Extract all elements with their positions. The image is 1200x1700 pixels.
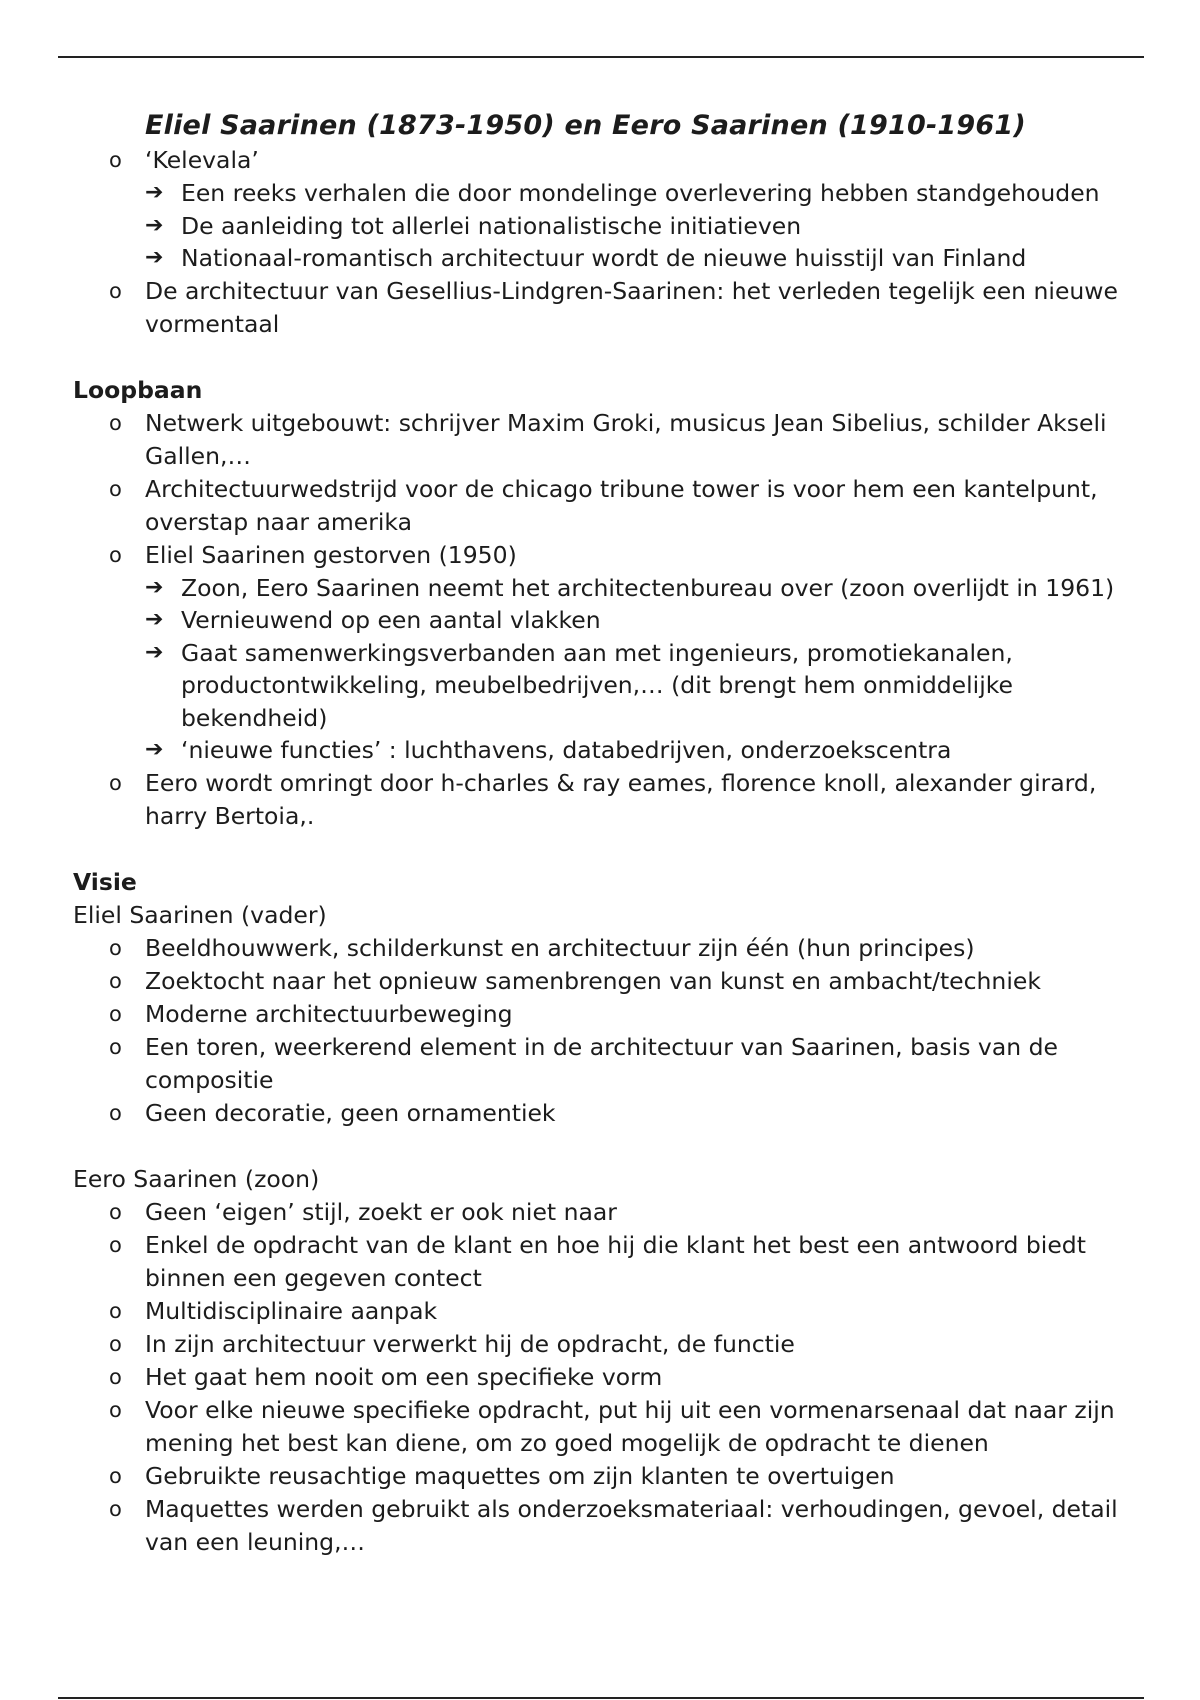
list-item-text: Multidisciplinaire aanpak	[145, 1296, 438, 1325]
list-item	[109, 1394, 1143, 1460]
list-item	[109, 1295, 1143, 1328]
vader-list	[73, 932, 1143, 1130]
sub-item-text: De aanleiding tot allerlei nationalistische initiatieven	[181, 211, 802, 240]
sub-list	[145, 177, 1143, 275]
arrow-icon: ➔	[145, 737, 164, 762]
bullet: o	[109, 1496, 122, 1521]
bullet: o	[109, 1331, 122, 1356]
list-item-text: Gebruikte reusachtige maquettes om zijn klanten te overtuigen	[145, 1461, 895, 1490]
subheading-vader: Eliel Saarinen (vader)	[73, 900, 327, 929]
bullet: o	[109, 770, 122, 795]
bullet: o	[109, 1298, 122, 1323]
sub-item-text: Zoon, Eero Saarinen neemt het architectenbureau over (zoon overlijdt in 1961)	[181, 573, 1115, 602]
subheading-zoon: Eero Saarinen (zoon)	[73, 1164, 320, 1193]
spacer	[73, 833, 1143, 866]
list-item	[109, 1097, 1143, 1130]
list-item	[109, 539, 1143, 767]
spacer	[73, 341, 1143, 374]
sub-item-text: Een reeks verhalen die door mondelinge overlevering hebben standgehouden	[181, 179, 1100, 207]
bullet: o	[109, 1232, 122, 1257]
bullet: o	[109, 148, 122, 172]
bullet: o	[109, 542, 122, 567]
bullet: o	[109, 1397, 122, 1422]
footer-rule	[58, 1697, 1144, 1699]
loopbaan-list	[73, 407, 1143, 833]
bullet: o	[109, 1463, 122, 1488]
list-item	[109, 407, 1143, 473]
list-item-text: Zoektocht naar het opnieuw samenbrengen van kunst en ambacht/techniek	[145, 966, 1041, 995]
list-item-text: Maquettes werden gebruikt als onderzoeksmateriaal: verhoudingen, gevoel, detail van een leuning,…	[145, 1494, 1118, 1556]
sub-item-text: Nationaal-romantisch architectuur wordt de nieuwe huisstijl van Finland	[181, 244, 1027, 272]
sub-item-text: Gaat samenwerkingsverbanden aan met ingenieurs, promotiekanalen, productontwikkeling, meubelbedrijven,… (dit brengt hem onmiddelijke bekendheid)	[181, 638, 1013, 732]
list-item	[109, 144, 1143, 275]
arrow-icon: ➔	[145, 639, 164, 665]
list-item-text: Het gaat hem nooit om een specifieke vorm	[145, 1362, 663, 1391]
section-heading-loopbaan: Loopbaan	[73, 375, 203, 404]
list-item-text: Architectuurwedstrijd voor de chicago tribune tower is voor hem een kantelpunt, overstap naar amerika	[145, 474, 1098, 536]
list-item	[109, 965, 1143, 998]
list-item-text: In zijn architectuur verwerkt hij de opdracht, de functie	[145, 1329, 795, 1358]
arrow-icon: ➔	[145, 245, 164, 270]
bullet: o	[109, 278, 122, 303]
list-item-text: Geen decoratie, geen ornamentiek	[145, 1098, 556, 1127]
list-item-text: Enkel de opdracht van de klant en hoe hij die klant het best een antwoord biedt binnen een gegeven contect	[145, 1230, 1086, 1292]
bullet: o	[109, 1001, 122, 1026]
list-item	[109, 1229, 1143, 1295]
section-heading-visie: Visie	[73, 867, 137, 896]
list-item-text: Eero wordt omringt door h-charles & ray eames, florence knoll, alexander girard, harry Bertoia,.	[145, 768, 1097, 830]
arrow-icon: ➔	[145, 212, 164, 238]
arrow-icon: ➔	[145, 574, 164, 600]
list-item-text: Geen ‘eigen’ stijl, zoekt er ook niet naar	[145, 1197, 617, 1226]
sub-item-text: ‘nieuwe functies’ : luchthavens, databedrijven, onderzoekscentra	[181, 736, 952, 764]
list-item	[109, 1460, 1143, 1493]
list-item	[109, 932, 1143, 965]
sub-list	[145, 572, 1143, 767]
list-item-text: De architectuur van Gesellius-Lindgren-Saarinen: het verleden tegelijk een nieuwe vormentaal	[145, 276, 1118, 338]
sub-item	[145, 242, 1143, 275]
bullet: o	[109, 410, 122, 435]
bullet: o	[109, 1199, 122, 1224]
list-item	[109, 767, 1143, 833]
list-item-text: Netwerk uitgebouwt: schrijver Maxim Groki, musicus Jean Sibelius, schilder Akseli Gallen,…	[145, 408, 1107, 470]
document-page	[73, 108, 1143, 1559]
list-item-text: Een toren, weerkerend element in de architectuur van Saarinen, basis van de compositie	[145, 1032, 1058, 1094]
sub-item	[145, 604, 1143, 637]
list-item-text: Beeldhouwwerk, schilderkunst en architectuur zijn één (hun principes)	[145, 933, 975, 962]
list-item-text: ‘Kelevala’	[145, 146, 259, 174]
list-item-text: Moderne architectuurbeweging	[145, 999, 513, 1028]
arrow-icon: ➔	[145, 180, 164, 205]
bullet: o	[109, 1034, 122, 1059]
spacer	[73, 1130, 1143, 1163]
sub-item	[145, 734, 1143, 767]
bullet: o	[109, 1364, 122, 1389]
bullet: o	[109, 1100, 122, 1125]
list-item	[109, 1493, 1143, 1559]
sub-item	[145, 572, 1143, 605]
document-title: Eliel Saarinen (1873-1950) en Eero Saarinen (1910-1961)	[145, 110, 1026, 141]
bullet: o	[109, 968, 122, 993]
sub-item	[145, 177, 1143, 210]
list-item	[109, 1196, 1143, 1229]
header-rule	[58, 56, 1144, 58]
zoon-list	[73, 1196, 1143, 1559]
list-item	[109, 1031, 1143, 1097]
intro-list	[73, 144, 1143, 341]
sub-item-text: Vernieuwend op een aantal vlakken	[181, 606, 601, 634]
arrow-icon: ➔	[145, 607, 164, 632]
list-item-text: Voor elke nieuwe specifieke opdracht, put hij uit een vormenarsenaal dat naar zijn mening het best kan diene, om zo goed mogelijk de opdracht te dienen	[145, 1395, 1115, 1457]
sub-item	[145, 637, 1143, 735]
list-item	[109, 998, 1143, 1031]
list-item	[109, 473, 1143, 539]
list-item	[109, 1361, 1143, 1394]
bullet: o	[109, 476, 122, 501]
sub-item	[145, 210, 1143, 243]
list-item	[109, 1328, 1143, 1361]
bullet: o	[109, 935, 122, 960]
list-item	[109, 275, 1143, 341]
list-item-text: Eliel Saarinen gestorven (1950)	[145, 540, 517, 569]
